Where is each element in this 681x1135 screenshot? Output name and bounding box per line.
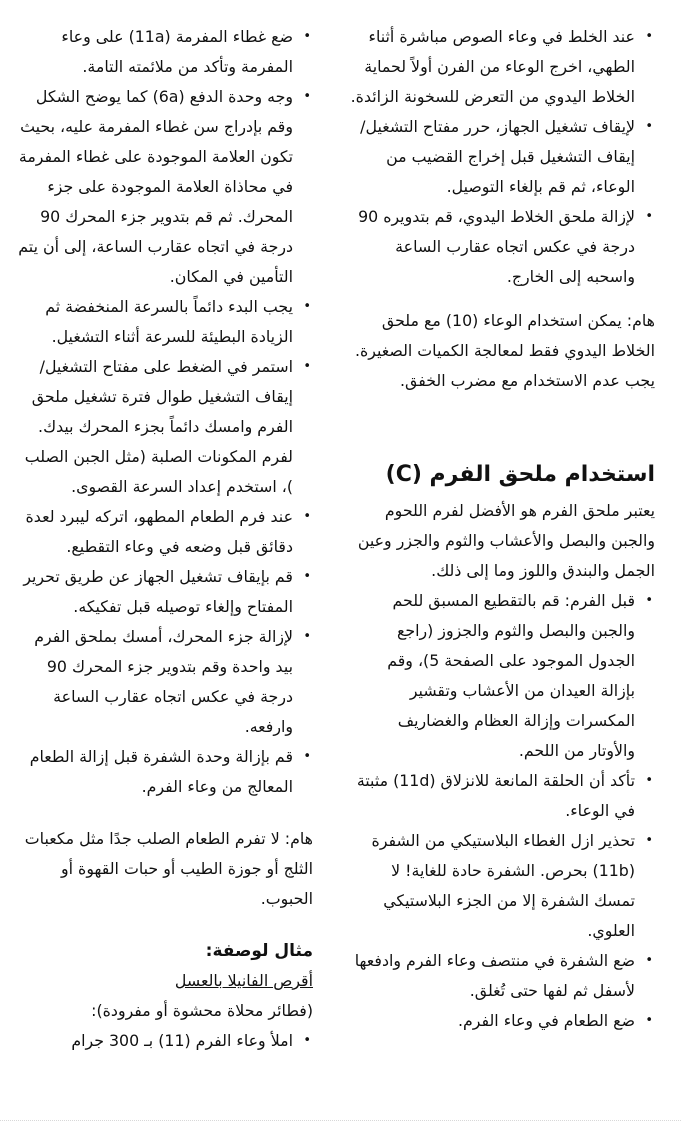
- chopper-intro: يعتبر ملحق الفرم هو الأفضل لفرم اللحوم والجبن والبصل والأعشاب والثوم والجزر وعين الجمل والبندق واللوز وما إلى ذلك.: [357, 501, 655, 580]
- bullet-icon: •: [303, 299, 311, 314]
- bottom-divider: [0, 1120, 681, 1129]
- list-item: [349, 946, 655, 1006]
- bullet-icon: •: [303, 89, 311, 104]
- list-item: [18, 502, 313, 562]
- list-item: [349, 22, 655, 112]
- list-item-text: لإزالة جزء المحرك، أمسك بملحق الفرم بيد واحدة وقم بتدوير جزء المحرك 90 درجة في عكس اتجاه عقارب الساعة وارفعه.: [34, 627, 293, 736]
- list-item: [349, 766, 655, 826]
- list-item-text: ضع الشفرة في منتصف وعاء الفرم وادفعها لأسفل ثم لفها حتى تُغلق.: [354, 951, 635, 1000]
- list-item: [349, 202, 655, 292]
- bullet-icon: •: [645, 833, 653, 848]
- bullet-icon: •: [303, 29, 311, 44]
- list-item: [18, 1026, 313, 1056]
- list-item: [349, 112, 655, 202]
- section-title-chopper: استخدام ملحق الفرم (C): [385, 462, 655, 487]
- list-item-text: قم بإزالة وحدة الشفرة قبل إزالة الطعام المعالج من وعاء الفرم.: [29, 747, 293, 796]
- bullet-icon: •: [645, 953, 653, 968]
- list-item-text: ضع الطعام في وعاء الفرم.: [457, 1011, 635, 1030]
- important-note-blender: هام: يمكن استخدام الوعاء (10) مع ملحق الخلاط اليدوي فقط لمعالجة الكميات الصغيرة. يجب عدم الاستخدام مع مضرب الخفق.: [354, 311, 655, 390]
- list-item: [18, 82, 313, 292]
- list-item-text: قبل الفرم: قم بالتقطيع المسبق للحم والجبن والبصل والثوم والجزوز (راجع الجدول الموجود على الصفحة 5)، وقم بإزالة العيدان من الأعشاب وتقشير المكسرات وإزالة العظام والغضاريف والأوتار من اللحم.: [387, 591, 635, 760]
- list-item-text: لإزالة ملحق الخلاط اليدوي، قم بتدويره 90 درجة في عكس اتجاه عقارب الساعة واسحبه إلى الخارج.: [358, 207, 635, 286]
- recipe-name: أقرص الفانيلا بالعسل: [174, 971, 313, 990]
- list-item: [349, 826, 655, 946]
- list-item: [18, 562, 313, 622]
- list-item-text: قم بإيقاف تشغيل الجهاز عن طريق تحرير المفتاح وإلغاء توصيله قبل تفكيكه.: [23, 567, 293, 616]
- list-item-text: عند فرم الطعام المطهو، اتركه ليبرد لعدة دقائق قبل وضعه في وعاء التقطيع.: [25, 507, 293, 556]
- list-item: [349, 586, 655, 766]
- list-item-text: ضع غطاء المفرمة (11a) على وعاء المفرمة وتأكد من ملائمته التامة.: [61, 27, 293, 76]
- list-item: [349, 1006, 655, 1036]
- recipe-steps: [18, 1026, 313, 1056]
- bullet-icon: •: [645, 209, 653, 224]
- list-item-text: لإيقاف تشغيل الجهاز، حرر مفتاح التشغيل/إيقاف التشغيل قبل إخراج القضيب من الوعاء، ثم قم بإلغاء التوصيل.: [360, 117, 635, 196]
- bullet-icon: •: [303, 749, 311, 764]
- list-item-text: تأكد أن الحلقة المانعة للانزلاق (11d) مثبتة في الوعاء.: [356, 771, 635, 820]
- bullet-icon: •: [645, 593, 653, 608]
- bullet-icon: •: [645, 29, 653, 44]
- recipe-heading: مثال لوصفة:: [205, 941, 313, 961]
- chopper-instructions: [349, 586, 655, 1036]
- bullet-icon: •: [303, 629, 311, 644]
- bullet-icon: •: [303, 569, 311, 584]
- recipe-subtitle: (فطائر محلاة محشوة أو مفرودة):: [91, 1001, 313, 1020]
- list-item: [18, 292, 313, 352]
- right-column: [349, 22, 655, 1036]
- list-item: [18, 352, 313, 502]
- bullet-icon: •: [303, 359, 311, 374]
- hand-blender-instructions: [349, 22, 655, 292]
- list-item: [18, 742, 313, 802]
- bullet-icon: •: [645, 1013, 653, 1028]
- chopper-instructions-continued: [18, 22, 313, 802]
- list-item-text: وجه وحدة الدفع (6a) كما يوضح الشكل وقم بإدراج سن غطاء المفرمة عليه، بحيث تكون العلامة الموجودة على غطاء المفرمة في محاذاة العلامة الموجودة على جزء المحرك. ثم قم بتدوير جزء المحرك 90 درجة في اتجاه عقارب الساعة، إلى أن يتم التأمين في المكان.: [18, 87, 293, 286]
- list-item-text: استمر في الضغط على مفتاح التشغيل/إيقاف التشغيل طوال فترة تشغيل ملحق الفرم وامسك دائماً بجزء المحرك بيدك. لفرم المكونات الصلبة (مثل الجبن الصلب )، استخدم إعداد السرعة القصوى.: [24, 357, 293, 496]
- bullet-icon: •: [303, 1033, 311, 1048]
- left-column: [18, 22, 313, 1056]
- list-item-text: املأ وعاء الفرم (11) بـ 300 جرام: [71, 1031, 293, 1050]
- list-item: [18, 22, 313, 82]
- list-item-text: عند الخلط في وعاء الصوص مباشرة أثناء الطهي، اخرج الوعاء من الفرن أولاً لحماية الخلاط اليدوي من التعرض للسخونة الزائدة.: [350, 27, 635, 106]
- list-item: [18, 622, 313, 742]
- bullet-icon: •: [645, 119, 653, 134]
- list-item-text: تحذير ازل الغطاء البلاستيكي من الشفرة (11b) بحرص. الشفرة حادة للغاية! لا تمسك الشفرة إلا من الجزء البلاستيكي العلوي.: [371, 831, 635, 940]
- list-item-text: يجب البدء دائماً بالسرعة المنخفضة ثم الزيادة البطيئة للسرعة أثناء التشغيل.: [45, 297, 293, 346]
- important-note-chopper: هام: لا تفرم الطعام الصلب جدًا مثل مكعبات الثلج أو جوزة الطيب أو حبات القهوة أو الحبوب.: [24, 829, 313, 908]
- bullet-icon: •: [645, 773, 653, 788]
- bullet-icon: •: [303, 509, 311, 524]
